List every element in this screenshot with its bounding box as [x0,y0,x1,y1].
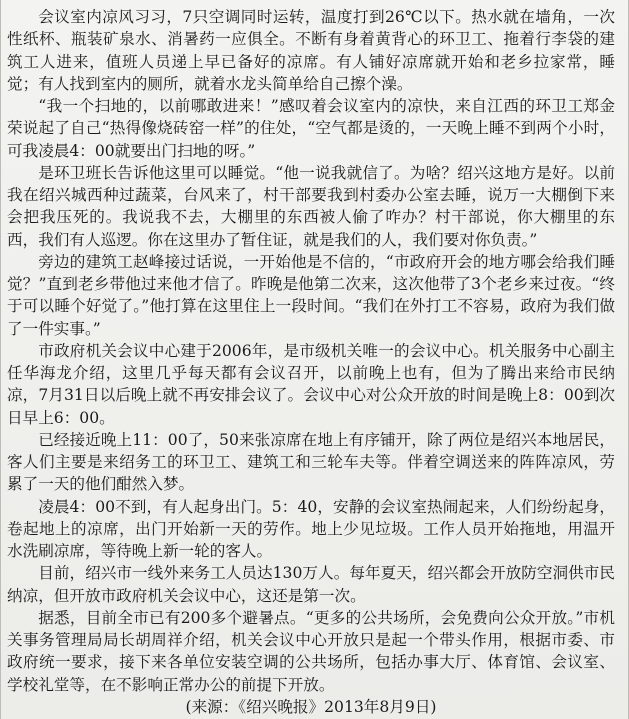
news-article [1,0,628,718]
article-paragraph-8: 目前，绍兴市一线外来务工人员达130万人。每年夏天，绍兴都会开放防空洞供市民纳凉，但开放市政府机关会议中心，这还是第一次。 [7,564,615,605]
article-paragraph-4: 旁边的建筑工赵峰接过话说，一开始他是不信的，“市政府开会的地方哪会给我们睡觉？”直到老乡带他过来他才信了。昨晚是他第二次来，这次他带了3个老乡来过夜。“终于可以睡个好觉了。”他打算在这里住上一段时间。“我们在外打工不容易，政府为我们做了一件实事。” [7,252,615,338]
article-paragraph-1: 会议室内凉风习习，7只空调同时运转，温度打到26℃以下。热水就在墙角，一次性纸杯、瓶装矿泉水、消暑药一应俱全。不断有身着黄背心的环卫工、拖着行李袋的建筑工人进来，值班人员递上早已备好的凉席。有人铺好凉席就开始和老乡拉家常，睡觉；有人找到室内的厕所，就着水龙头简单给自己擦个澡。 [7,8,615,93]
article-paragraph-3: 是环卫班长告诉他这里可以睡觉。“他一说我就信了。为啥？绍兴这地方是好。以前我在绍兴城西种过蔬菜，台风来了，村干部要我到村委办公室去睡，说万一大棚倒下来会把我压死的。我说我不去，大棚里的东西被人偷了咋办？村干部说，你大棚里的东西，我们有人巡逻。你在这里办了暂住证，就是我们的人，我们要对你负责。” [7,163,615,249]
article-source: (来源：《绍兴晚报》2013年8月9日) [185,697,437,716]
article-paragraph-9: 据悉，目前全市已有200多个避暑点。“更多的公共场所，会免费向公众开放。”市机关事务管理局局长胡周祥介绍，机关会议中心开放只是起一个带头作用，根据市委、市政府统一要求，接下来各单位安装空调的公共场所，包括办事大厅、体育馆、会议室、学校礼堂等，在不影响正常办公的前提下开放。 [7,608,615,694]
article-paragraph-7: 凌晨4：00不到，有人起身出门。5：40，安静的会议室热闹起来，人们纷纷起身，卷起地上的凉席，出门开始新一天的劳作。地上少见垃圾。工作人员开始拖地，用温开水洗刷凉席，等待晚上新一轮的客人。 [7,497,615,560]
article-paragraph-6: 已经接近晚上11：00了，50来张凉席在地上有序铺开，除了两位是绍兴本地居民，客人们主要是来绍务工的环卫工、建筑工和三轮车夫等。伴着空调送来的阵阵凉风，劳累了一天的他们酣然入梦。 [7,430,615,494]
article-paragraph-5: 市政府机关会议中心建于2006年，是市级机关唯一的会议中心。机关服务中心副主任华海龙介绍，这里几乎每天都有会议召开，以前晚上也有，但为了腾出来给市民纳凉，7月31日以后晚上就不再安排会议了。会议中心对公众开放的时间是晚上8：00到次日早上6：00。 [7,341,615,427]
article-paragraph-2: “我一个扫地的，以前哪敢进来！”感叹着会议室内的凉快，来自江西的环卫工郑金荣说起了自己“热得像烧砖窑一样”的住处，“空气都是烫的，一天晚上睡不到两个小时，可我凌晨4：00就要出门扫地的呀。” [7,97,615,160]
